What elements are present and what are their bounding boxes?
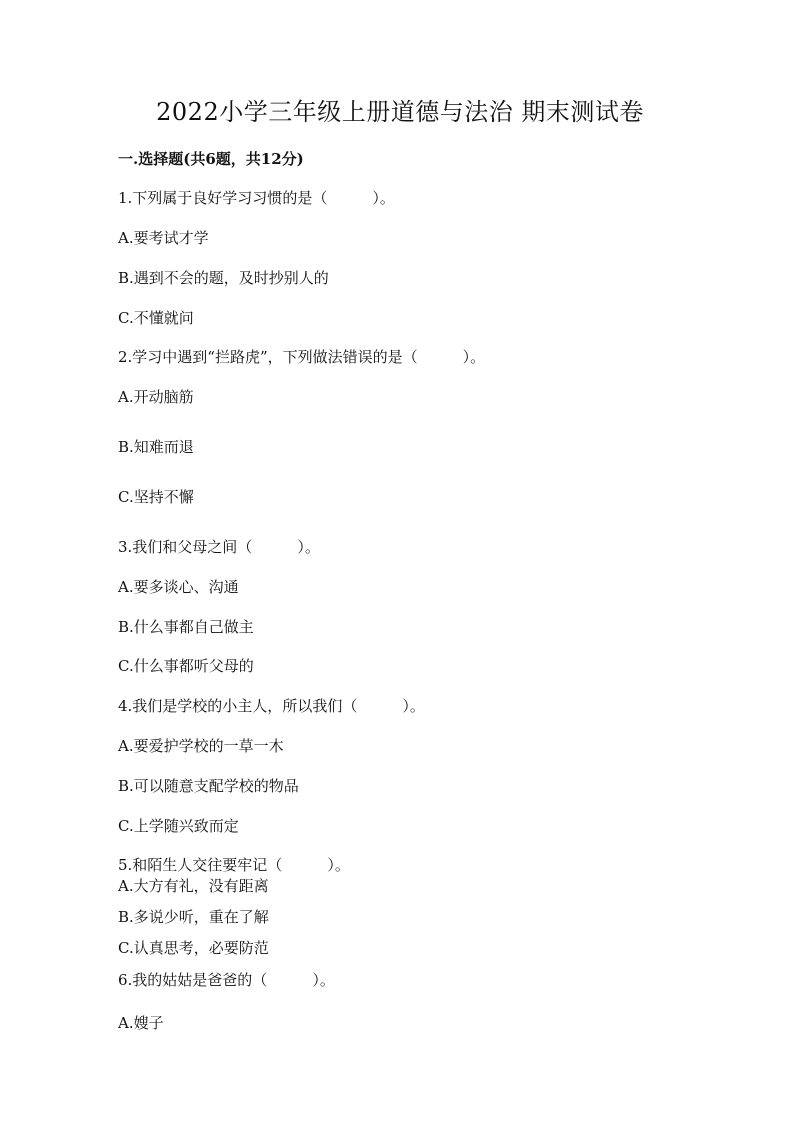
question-3-option-a: A.要多谈心、沟通 xyxy=(118,578,239,596)
question-2-stem: 2.学习中遇到“拦路虎”，下列做法错误的是（ ）。 xyxy=(118,348,486,366)
question-2-option-c: C.坚持不懈 xyxy=(118,488,194,506)
question-4-option-c: C.上学随兴致而定 xyxy=(118,817,239,835)
question-5-option-a: A.大方有礼，没有距离 xyxy=(118,877,269,895)
question-1-option-b: B.遇到不会的题，及时抄别人的 xyxy=(118,269,329,287)
question-3-option-b: B.什么事都自己做主 xyxy=(118,618,254,636)
question-5-option-c: C.认真思考，必要防范 xyxy=(118,939,269,957)
section-heading: 一.选择题(共6题，共12分) xyxy=(118,150,304,168)
question-1-option-a: A.要考试才学 xyxy=(118,229,209,247)
question-6-option-a: A.嫂子 xyxy=(118,1014,164,1032)
question-5-stem: 5.和陌生人交往要牢记（ ）。 xyxy=(118,856,350,874)
question-2-option-a: A.开动脑筋 xyxy=(118,388,194,406)
question-5-option-b: B.多说少听，重在了解 xyxy=(118,908,269,926)
question-1-stem: 1.下列属于良好学习习惯的是（ ）。 xyxy=(118,189,395,207)
question-6-stem: 6.我的姑姑是爸爸的（ ）。 xyxy=(118,971,335,989)
question-4-option-a: A.要爱护学校的一草一木 xyxy=(118,737,284,755)
exam-title: 2022小学三年级上册道德与法治 期末测试卷 xyxy=(156,98,644,126)
question-3-option-c: C.什么事都听父母的 xyxy=(118,657,254,675)
question-1-option-c: C.不懂就问 xyxy=(118,309,194,327)
question-4-stem: 4.我们是学校的小主人，所以我们（ ）。 xyxy=(118,697,425,715)
question-3-stem: 3.我们和父母之间（ ）。 xyxy=(118,538,320,556)
question-2-option-b: B.知难而退 xyxy=(118,438,194,456)
question-4-option-b: B.可以随意支配学校的物品 xyxy=(118,777,299,795)
